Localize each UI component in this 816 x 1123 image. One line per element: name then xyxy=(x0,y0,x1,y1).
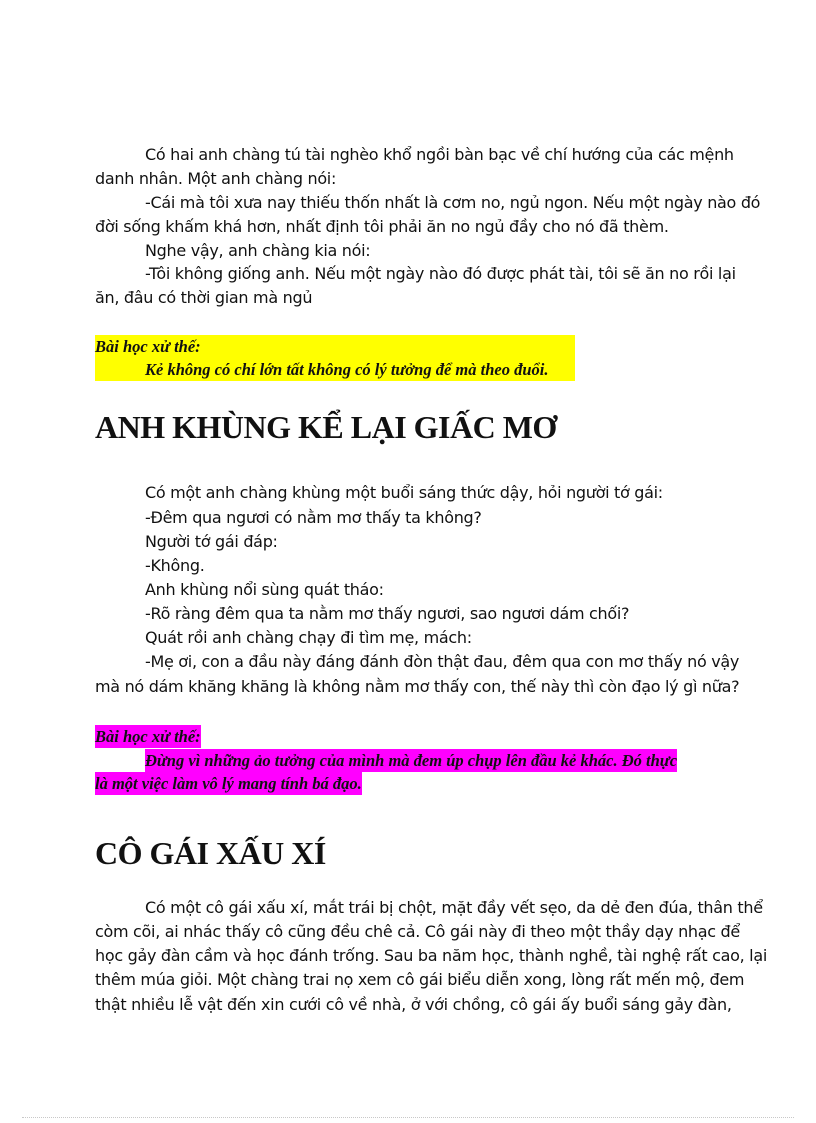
paragraph-line: Người tớ gái đáp: xyxy=(145,532,278,551)
page-bottom-divider xyxy=(22,1117,794,1118)
paragraph-line: -Cái mà tôi xưa nay thiếu thốn nhất là cơm no, ngủ ngon. Nếu một ngày nào đó xyxy=(145,193,761,212)
paragraph-line: -Không. xyxy=(145,556,205,575)
paragraph-line: Quát rồi anh chàng chạy đi tìm mẹ, mách: xyxy=(145,628,472,647)
paragraph-line: -Rõ ràng đêm qua ta nằm mơ thấy ngươi, sao ngươi dám chối? xyxy=(145,604,630,623)
lesson-title: Bài học xử thế: xyxy=(95,335,575,358)
paragraph-line: còm cõi, ai nhác thấy cô cũng đều chê cả. Cô gái này đi theo một thầy dạy nhạc để xyxy=(95,922,740,941)
paragraph-line: mà nó dám khăng khăng là không nằm mơ thấy con, thế này thì còn đạo lý gì nữa? xyxy=(95,677,740,696)
lesson-title: Bài học xử thế: xyxy=(95,727,201,746)
paragraph-line: Có một anh chàng khùng một buổi sáng thức dậy, hỏi người tớ gái: xyxy=(145,483,663,502)
paragraph-line: danh nhân. Một anh chàng nói: xyxy=(95,169,337,188)
paragraph-line: học gảy đàn cầm và học đánh trống. Sau ba năm học, thành nghề, tài nghệ rất cao, lại xyxy=(95,946,767,965)
paragraph-line: Nghe vậy, anh chàng kia nói: xyxy=(145,241,371,260)
lesson-text: Kẻ không có chí lớn tất không có lý tưởng để mà theo đuổi. xyxy=(145,360,549,379)
paragraph-line: -Tôi không giống anh. Nếu một ngày nào đó được phát tài, tôi sẽ ăn no rồi lại xyxy=(145,264,736,283)
lesson-text-block xyxy=(95,358,575,381)
paragraph-line: thêm múa giỏi. Một chàng trai nọ xem cô gái biểu diễn xong, lòng rất mến mộ, đem xyxy=(95,970,745,989)
story-title: CÔ GÁI XẤU XÍ xyxy=(95,835,326,871)
paragraph-line: Có hai anh chàng tú tài nghèo khổ ngồi bàn bạc về chí hướng của các mệnh xyxy=(145,145,734,164)
paragraph-line: Có một cô gái xấu xí, mắt trái bị chột, mặt đầy vết sẹo, da dẻ đen đúa, thân thể xyxy=(145,898,763,917)
lesson-text: là một việc làm vô lý mang tính bá đạo. xyxy=(95,774,362,793)
story-title: ANH KHÙNG KỂ LẠI GIẤC MƠ xyxy=(95,409,557,445)
paragraph-line: ăn, đâu có thời gian mà ngủ xyxy=(95,288,313,307)
paragraph-line: Anh khùng nổi sùng quát tháo: xyxy=(145,580,384,599)
paragraph-line: đời sống khấm khá hơn, nhất định tôi phải ăn no ngủ đầy cho nó đã thèm. xyxy=(95,217,669,236)
paragraph-line: -Đêm qua ngươi có nằm mơ thấy ta không? xyxy=(145,508,482,527)
paragraph-line: thật nhiều lễ vật đến xin cưới cô về nhà, ở với chồng, cô gái ấy buổi sáng gảy đàn, xyxy=(95,995,732,1014)
paragraph-line: -Mẹ ơi, con a đầu này đáng đánh đòn thật đau, đêm qua con mơ thấy nó vậy xyxy=(145,652,740,671)
lesson-text: Đừng vì những ảo tưởng của mình mà đem úp chụp lên đầu kẻ khác. Đó thực xyxy=(145,751,678,770)
